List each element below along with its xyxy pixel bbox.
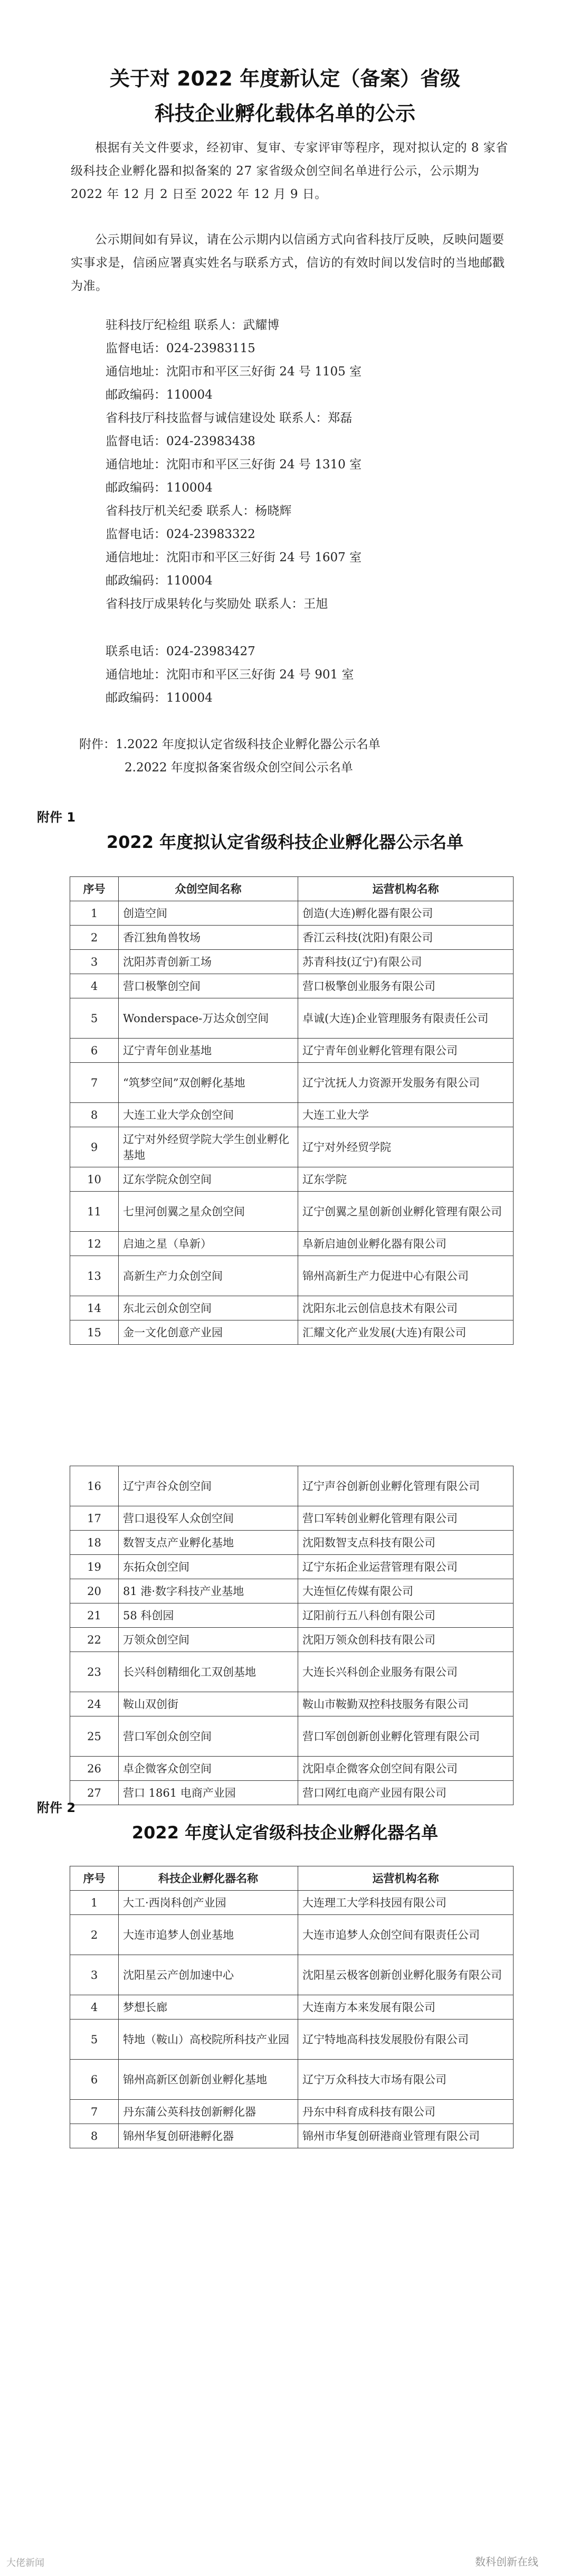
table-row [70,1915,514,1955]
cell-operator: 辽宁青年创业孵化管理有限公司 [298,1039,514,1063]
cell-name: 长兴科创精细化工双创基地 [119,1652,298,1692]
page-title-line1: 关于对 2022 年度新认定（备案）省级 [109,67,461,90]
cell-operator: 丹东中科育成科技有限公司 [298,2100,514,2124]
table-row [70,1692,514,1716]
table-row [70,950,514,974]
table-row [70,1232,514,1256]
table-row [70,1167,514,1192]
table-row [70,2020,514,2060]
cell-name: 高新生产力众创空间 [119,1256,298,1296]
cell-no: 11 [70,1192,119,1232]
attachment1-title: 2022 年度拟认定省级科技企业孵化器公示名单 [106,832,464,852]
cell-operator: 沈阳星云极客创新创业孵化服务有限公司 [298,1955,514,1995]
cell-no: 6 [70,1039,119,1063]
cell-operator: 营口军转创业孵化管理有限公司 [298,1506,514,1531]
cell-no: 18 [70,1531,119,1555]
cell-name: 特地（鞍山）高校院所科技产业园 [119,2020,298,2060]
cell-no: 7 [70,1063,119,1103]
table-header-row [70,877,514,901]
cell-name: 鞍山双创街 [119,1692,298,1716]
table-row [70,974,514,998]
cell-operator: 辽宁沈抚人力资源开发服务有限公司 [298,1063,514,1103]
col-header-operator: 运营机构名称 [298,877,514,901]
col-header-operator: 运营机构名称 [298,1866,514,1891]
contact-3-zip: 邮政编码：110004 [106,574,213,588]
cell-no: 4 [70,1995,119,2020]
table-row [70,1555,514,1579]
cell-name: 梦想长廊 [119,1995,298,2020]
table-row [70,1579,514,1603]
contact-3-address: 通信地址：沈阳市和平区三好街 24 号 1607 室 [106,551,362,564]
contact-2-phone: 监督电话：024-23983438 [106,435,255,448]
table-row [70,901,514,926]
contact-1-zip: 邮政编码：110004 [106,388,213,402]
table-row [70,2100,514,2124]
cell-operator: 辽宁特地高科技发展股份有限公司 [298,2020,514,2060]
cell-no: 20 [70,1579,119,1603]
col-header-incubator-name: 科技企业孵化器名称 [119,1866,298,1891]
cell-no: 25 [70,1716,119,1757]
cell-operator: 大连南方本来发展有限公司 [298,1995,514,2020]
cell-name: 81 港·数字科技产业基地 [119,1579,298,1603]
cell-operator: 大连长兴科创企业服务有限公司 [298,1652,514,1692]
col-header-space-name: 众创空间名称 [119,877,298,901]
table-row [70,1531,514,1555]
cell-name: 创造空间 [119,901,298,926]
table-row [70,1256,514,1296]
attachments-list-2: 2.2022 年度拟备案省级众创空间公示名单 [125,761,353,775]
cell-no: 9 [70,1127,119,1167]
cell-no: 15 [70,1320,119,1345]
cell-no: 23 [70,1652,119,1692]
contact-1-name: 驻科技厅纪检组 联系人：武耀博 [106,318,280,332]
cell-operator: 辽东学院 [298,1167,514,1192]
cell-name: 大连工业大学众创空间 [119,1103,298,1127]
cell-operator: 大连恒亿传媒有限公司 [298,1579,514,1603]
cell-no: 7 [70,2100,119,2124]
contact-4-phone: 联系电话：024-23983427 [106,645,255,658]
table-row [70,1628,514,1652]
table-row [70,1995,514,2020]
cell-name: 锦州高新区创新创业孵化基地 [119,2060,298,2100]
cell-no: 24 [70,1692,119,1716]
table-row [70,998,514,1039]
cell-operator: 鞍山市鞍勤双控科技服务有限公司 [298,1692,514,1716]
contact-2-name: 省科技厅科技监督与诚信建设处 联系人：郑磊 [106,411,353,425]
cell-operator: 卓诚(大连)企业管理服务有限责任公司 [298,998,514,1039]
cell-name: 东拓众创空间 [119,1555,298,1579]
cell-name: 58 科创园 [119,1603,298,1628]
cell-operator: 大连市追梦人众创空间有限责任公司 [298,1915,514,1955]
cell-name: 营口军创众创空间 [119,1716,298,1757]
contact-2-zip: 邮政编码：110004 [106,481,213,495]
attachment2-label: 附件 2 [37,1800,76,1815]
cell-operator: 沈阳卓企微客众创空间有限公司 [298,1757,514,1781]
attachment1-table-part1 [70,876,514,1345]
cell-no: 17 [70,1506,119,1531]
cell-operator: 苏青科技(辽宁)有限公司 [298,950,514,974]
cell-name: 大连市追梦人创业基地 [119,1915,298,1955]
cell-name: 数智支点产业孵化基地 [119,1531,298,1555]
table-row [70,1603,514,1628]
cell-name: 辽宁青年创业基地 [119,1039,298,1063]
attachment1-label: 附件 1 [37,810,76,825]
cell-operator: 阜新启迪创业孵化器有限公司 [298,1232,514,1256]
table-row [70,1466,514,1506]
contact-4-address: 通信地址：沈阳市和平区三好街 24 号 901 室 [106,668,354,682]
cell-name: 万领众创空间 [119,1628,298,1652]
cell-name: 启迪之星（阜新） [119,1232,298,1256]
attachment1-table-part2 [70,1466,514,1805]
cell-operator: 辽宁声谷创新创业孵化管理有限公司 [298,1466,514,1506]
contact-3-phone: 监督电话：024-23983322 [106,527,255,541]
contact-4-name: 省科技厅成果转化与奖励处 联系人：王旭 [106,597,328,611]
cell-name: 香江独角兽牧场 [119,926,298,950]
intro-paragraph: 根据有关文件要求，经初审、复审、专家评审等程序，现对拟认定的 8 家省级科技企业孵化器和拟备案的 27 家省级众创空间名单进行公示，公示期为 2022 年 12 月 2 日至 2022 年 12 月 9 日。 [71,141,508,201]
col-header-no: 序号 [70,1866,119,1891]
cell-operator: 营口军创创新创业孵化管理有限公司 [298,1716,514,1757]
cell-operator: 锦州市华复创研港商业管理有限公司 [298,2124,514,2148]
table-row [70,1506,514,1531]
cell-name: 丹东蒲公英科技创新孵化器 [119,2100,298,2124]
cell-no: 27 [70,1781,119,1805]
cell-no: 8 [70,1103,119,1127]
attachments-list-1: 附件：1.2022 年度拟认定省级科技企业孵化器公示名单 [79,738,381,751]
table-row [70,1296,514,1320]
cell-no: 21 [70,1603,119,1628]
cell-no: 4 [70,974,119,998]
cell-no: 8 [70,2124,119,2148]
cell-operator: 辽宁对外经贸学院 [298,1127,514,1167]
contact-3-name: 省科技厅机关纪委 联系人：杨晓辉 [106,504,292,518]
table-row [70,1891,514,1915]
cell-operator: 辽宁创翼之星创新创业孵化管理有限公司 [298,1192,514,1232]
table-row [70,1652,514,1692]
cell-no: 10 [70,1167,119,1192]
table-row [70,1781,514,1805]
table-row [70,926,514,950]
cell-name: 沈阳苏青创新工场 [119,950,298,974]
cell-no: 16 [70,1466,119,1506]
cell-operator: 沈阳万领众创科技有限公司 [298,1628,514,1652]
cell-name: 沈阳星云产创加速中心 [119,1955,298,1995]
cell-no: 1 [70,901,119,926]
cell-operator: 香江云科技(沈阳)有限公司 [298,926,514,950]
cell-operator: 辽阳前行五八科创有限公司 [298,1603,514,1628]
page-title-line2: 科技企业孵化载体名单的公示 [154,102,415,125]
table-row [70,1955,514,1995]
cell-operator: 大连工业大学 [298,1103,514,1127]
cell-no: 6 [70,2060,119,2100]
cell-operator: 创造(大连)孵化器有限公司 [298,901,514,926]
cell-no: 3 [70,950,119,974]
cell-name: Wonderspace-万达众创空间 [119,998,298,1039]
table-row [70,1103,514,1127]
cell-name: 营口退役军人众创空间 [119,1506,298,1531]
cell-no: 12 [70,1232,119,1256]
cell-operator: 辽宁万众科技大市场有限公司 [298,2060,514,2100]
cell-operator: 营口极擎创业服务有限公司 [298,974,514,998]
contact-2-address: 通信地址：沈阳市和平区三好街 24 号 1310 室 [106,458,362,471]
cell-name: 锦州华复创研港孵化器 [119,2124,298,2148]
table-row [70,1039,514,1063]
table-row [70,1320,514,1345]
cell-operator: 沈阳东北云创信息技术有限公司 [298,1296,514,1320]
cell-name: 辽宁对外经贸学院大学生创业孵化基地 [119,1127,298,1167]
cell-no: 19 [70,1555,119,1579]
table-row [70,1716,514,1757]
cell-name: 辽东学院众创空间 [119,1167,298,1192]
col-header-no: 序号 [70,877,119,901]
cell-operator: 辽宁东拓企业运营管理有限公司 [298,1555,514,1579]
cell-no: 26 [70,1757,119,1781]
cell-name: 辽宁声谷众创空间 [119,1466,298,1506]
cell-operator: 锦州高新生产力促进中心有限公司 [298,1256,514,1296]
table-row [70,1192,514,1232]
cell-no: 5 [70,998,119,1039]
cell-name: 大工·西岗科创产业园 [119,1891,298,1915]
cell-name: “筑梦空间”双创孵化基地 [119,1063,298,1103]
cell-name: 卓企微客众创空间 [119,1757,298,1781]
attachment2-title: 2022 年度认定省级科技企业孵化器名单 [131,1823,439,1843]
cell-name: 七里河创翼之星众创空间 [119,1192,298,1232]
cell-operator: 汇耀文化产业发展(大连)有限公司 [298,1320,514,1345]
objection-paragraph: 公示期间如有异议，请在公示期内以信函方式向省科技厅反映，反映问题要实事求是，信函应署真实姓名与联系方式，信访的有效时间以发信时的当地邮戳为准。 [71,233,505,293]
cell-no: 1 [70,1891,119,1915]
cell-no: 5 [70,2020,119,2060]
contact-1-phone: 监督电话：024-23983115 [106,342,255,355]
watermark-right: 数科创新在线 [475,2555,538,2568]
cell-no: 2 [70,1915,119,1955]
cell-operator: 大连理工大学科技园有限公司 [298,1891,514,1915]
cell-name: 营口极擎创空间 [119,974,298,998]
table-header-row [70,1866,514,1891]
cell-operator: 沈阳数智支点科技有限公司 [298,1531,514,1555]
table-row [70,2060,514,2100]
cell-no: 22 [70,1628,119,1652]
cell-no: 3 [70,1955,119,1995]
contact-4-zip: 邮政编码：110004 [106,691,213,705]
watermark-left: 大佬新闻 [6,2558,44,2569]
cell-name: 营口 1861 电商产业园 [119,1781,298,1805]
cell-operator: 营口网红电商产业园有限公司 [298,1781,514,1805]
attachment2-table [70,1866,514,2148]
table-row [70,2124,514,2148]
cell-no: 13 [70,1256,119,1296]
cell-name: 东北云创众创空间 [119,1296,298,1320]
table-row [70,1127,514,1167]
table-row [70,1063,514,1103]
table-row [70,1757,514,1781]
contact-1-address: 通信地址：沈阳市和平区三好街 24 号 1105 室 [106,365,362,379]
cell-name: 金一文化创意产业园 [119,1320,298,1345]
cell-no: 14 [70,1296,119,1320]
cell-no: 2 [70,926,119,950]
